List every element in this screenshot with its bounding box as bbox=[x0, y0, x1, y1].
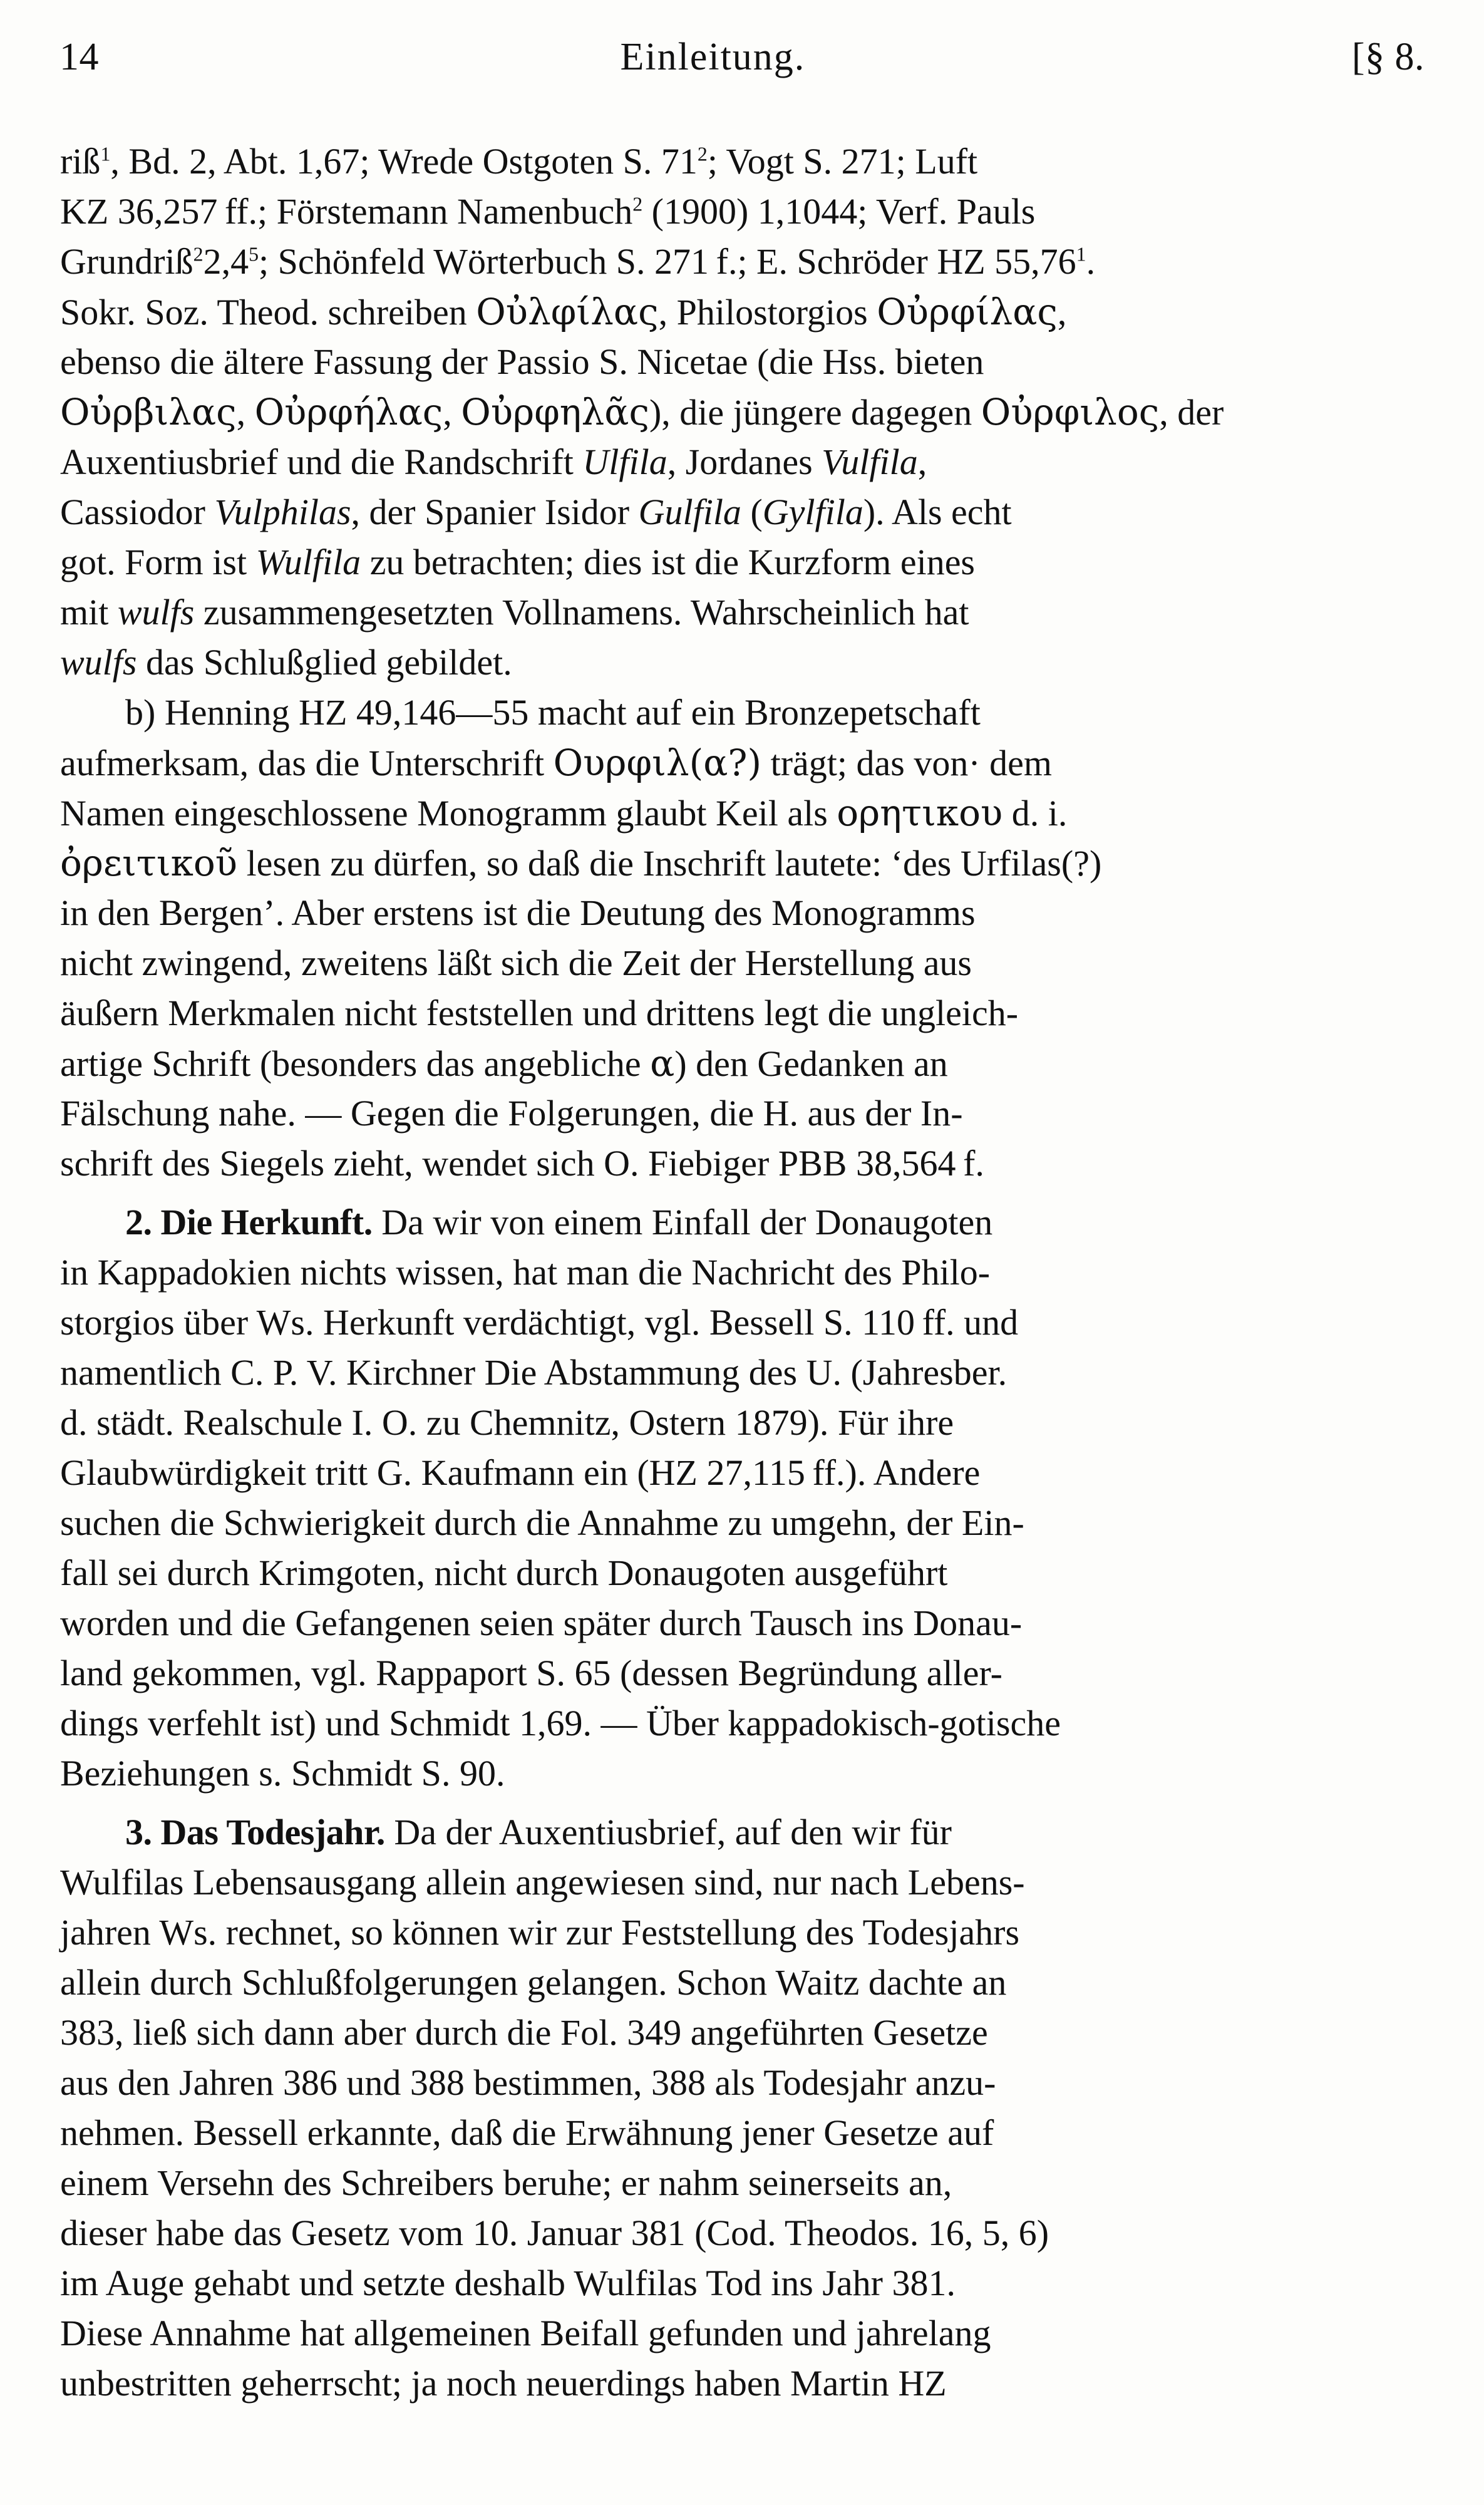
text-line: Glaubwürdigkeit tritt G. Kaufmann ein (HZ 27,115 ff.). Andere bbox=[60, 1452, 981, 1493]
text-line: fall sei durch Krimgoten, nicht durch Donaugoten ausgeführt bbox=[60, 1552, 948, 1593]
body-text-block bbox=[60, 137, 1425, 2409]
text-line: 2. Die Herkunft. Da wir von einem Einfall der Donaugoten bbox=[125, 1202, 993, 1242]
text-line: in Kappadokien nichts wissen, hat man die Nachricht des Philo- bbox=[60, 1252, 991, 1293]
text-line: einem Versehn des Schreibers beruhe; er nahm seinerseits an, bbox=[60, 2162, 952, 2203]
text-line: artige Schrift (besonders das angebliche α) den Gedanken an bbox=[60, 1042, 948, 1085]
text-line: ebenso die ältere Fassung der Passio S. Nicetae (die Hss. bieten bbox=[60, 341, 984, 382]
text-line: Auxentiusbrief und die Randschrift Ulfila, Jordanes Vulfila, bbox=[60, 442, 927, 482]
text-line: $Grundriß^22,4^5$; Schönfeld Wörterbuch S. 271 f.; E. Schröder HZ 55,76$^1$. bbox=[60, 241, 1096, 282]
text-line: Beziehungen s. Schmidt S. 90. bbox=[60, 1753, 505, 1794]
text-line: 383, ließ sich dann aber durch die Fol. 349 angeführten Gesetze bbox=[60, 2012, 988, 2053]
text-line: 3. Das Todesjahr. Da der Auxentiusbrief, auf den wir für bbox=[125, 1812, 952, 1852]
text-line: Oὐρβιλας, Oὐρφήλας, Oὐρφηλᾶς), die jüngere dagegen Oὐρφιλος, der bbox=[60, 391, 1224, 433]
text-line: land gekommen, vgl. Rappaport S. 65 (dessen Begründung aller- bbox=[60, 1653, 1002, 1693]
text-line: suchen die Schwierigkeit durch die Annahme zu umgehn, der Ein- bbox=[60, 1502, 1024, 1543]
text-line: äußern Merkmalen nicht feststellen und drittens legt die ungleich- bbox=[60, 993, 1019, 1033]
text-line: ὀρειτικοῦ lesen zu dürfen, so daß die Inschrift lautete: ‘des Urfilas(?) bbox=[60, 842, 1102, 884]
text-line: in den Bergen’. Aber erstens ist die Deutung des Monogramms bbox=[60, 892, 976, 933]
text-line: jahren Ws. rechnet, so können wir zur Feststellung des Todesjahrs bbox=[60, 1912, 1020, 1953]
page-folio-number: 14 bbox=[59, 36, 99, 78]
text-line: dieser habe das Gesetz vom 10. Januar 381 (Cod. Theodos. 16, 5, 6) bbox=[60, 2213, 1049, 2253]
text-line: d. städt. Realschule I. O. zu Chemnitz, Ostern 1879). Für ihre bbox=[60, 1402, 954, 1443]
text-line: worden und die Gefangenen seien später durch Tausch ins Donau- bbox=[60, 1603, 1023, 1643]
text-line: KZ 36,257 ff.; Förstemann Namenbuch$^2$ (1900) 1,1044; Verf. Pauls bbox=[60, 191, 1036, 232]
text-line: Cassiodor Vulphilas, der Spanier Isidor Gulfila (Gylfila). Als echt bbox=[60, 492, 1012, 532]
text-line: nehmen. Bessell erkannte, daß die Erwähnung jener Gesetze auf bbox=[60, 2112, 994, 2153]
text-line: Sokr. Soz. Theod. schreiben Oὐλφίλας, Philostorgios Oὐρφίλας, bbox=[60, 291, 1067, 333]
text-line: Namen eingeschlossene Monogramm glaubt Keil als ορητικου d. i. bbox=[60, 792, 1068, 834]
text-line: aufmerksam, das die Unterschrift Ουρφιλ(α?) trägt; das von· dem bbox=[60, 741, 1052, 784]
text-line: Diese Annahme hat allgemeinen Beifall gefunden und jahrelang bbox=[60, 2313, 991, 2353]
text-line: aus den Jahren 386 und 388 bestimmen, 388 als Todesjahr anzu- bbox=[60, 2062, 996, 2103]
text-line: nicht zwingend, zweitens läßt sich die Zeit der Herstellung aus bbox=[60, 943, 972, 983]
text-line: Fälschung nahe. — Gegen die Folgerungen, die H. aus der In- bbox=[60, 1093, 963, 1134]
text-line: im Auge gehabt und setzte deshalb Wulfilas Tod ins Jahr 381. bbox=[60, 2263, 956, 2303]
running-title: Einleitung. bbox=[620, 36, 806, 78]
text-line: b) Henning HZ 49,146—55 macht auf ein Bronzepetschaft bbox=[125, 692, 981, 733]
text-line: riß$^1$, Bd. 2, Abt. 1,67; Wrede Ostgoten S. $71^2$; Vogt S. 271; Luft bbox=[60, 141, 978, 182]
text-line: allein durch Schlußfolgerungen gelangen. Schon Waitz dachte an bbox=[60, 1962, 1007, 2003]
text-line: dings verfehlt ist) und Schmidt 1,69. — Über kappadokisch-gotische bbox=[60, 1703, 1061, 1743]
running-header bbox=[59, 38, 1425, 94]
text-line: Wulfilas Lebensausgang allein angewiesen sind, nur nach Lebens- bbox=[60, 1862, 1025, 1903]
section-reference: [§ 8. bbox=[1351, 36, 1425, 78]
text-line: got. Form ist Wulfila zu betrachten; dies ist die Kurzform eines bbox=[60, 542, 976, 582]
text-line: schrift des Siegels zieht, wendet sich O. Fiebiger PBB 38,564 f. bbox=[60, 1143, 984, 1184]
text-line: storgios über Ws. Herkunft verdächtigt, vgl. Bessell S. 110 ff. und bbox=[60, 1302, 1019, 1343]
text-line: unbestritten geherrscht; ja noch neuerdings haben Martin HZ bbox=[60, 2363, 947, 2404]
text-line: mit wulfs zusammengesetzten Vollnamens. Wahrscheinlich hat bbox=[60, 592, 969, 633]
text-line: namentlich C. P. V. Kirchner Die Abstammung des U. (Jahresber. bbox=[60, 1352, 1007, 1393]
text-line: wulfs das Schlußglied gebildet. bbox=[60, 642, 512, 683]
